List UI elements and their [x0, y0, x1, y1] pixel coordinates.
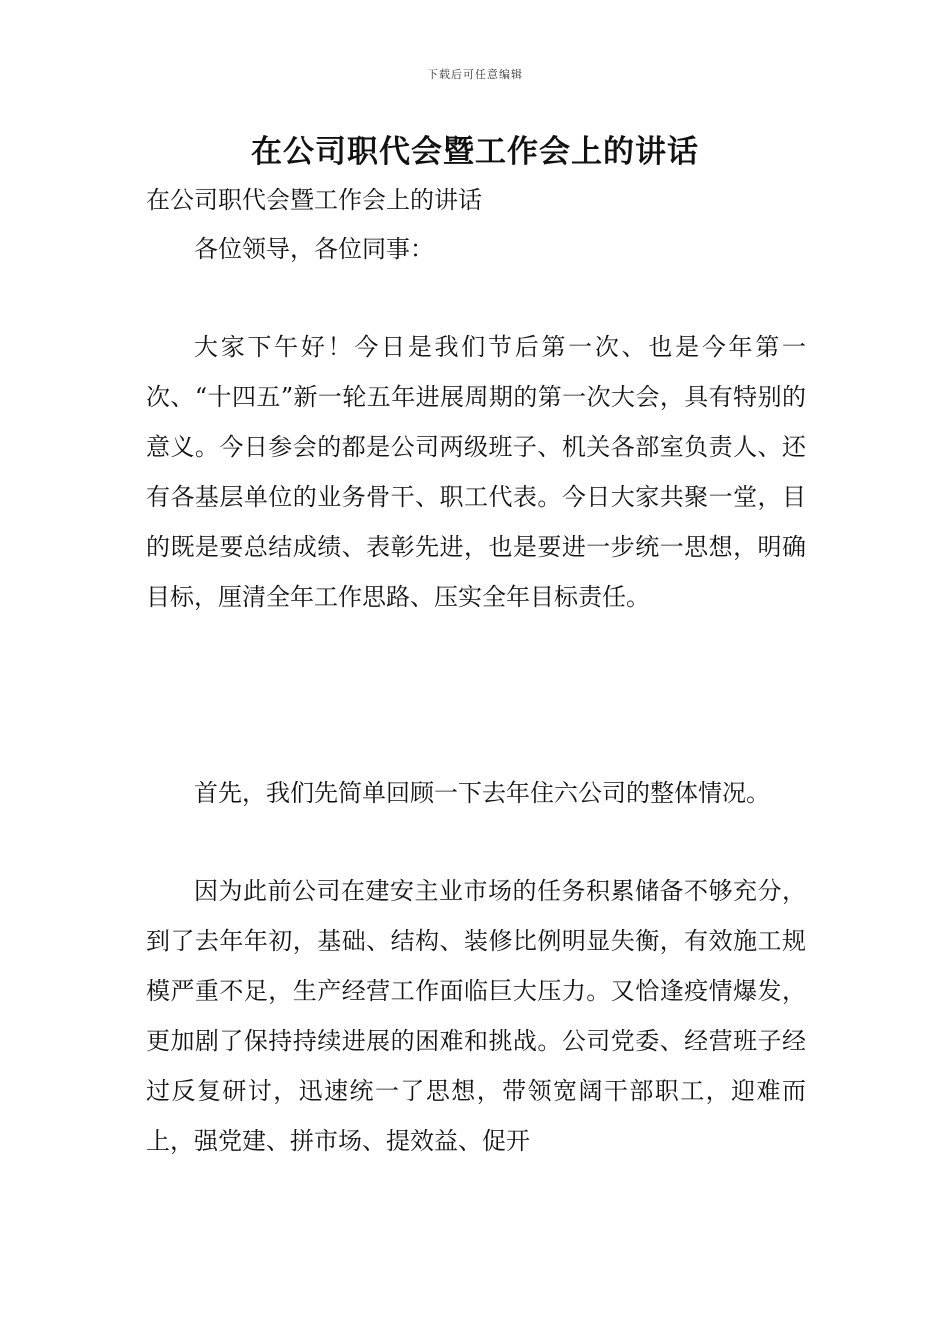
document-title: 在公司职代会暨工作会上的讲话	[251, 134, 699, 170]
paragraph-greeting: 大家下午好！今日是我们节后第一次、也是今年第一次、“十四五”新一轮五年进展周期的第一次大会，具有特别的意义。今日参会的都是公司两级班子、机关各部室负责人、还有各基层单位的业务骨干、职工代表。今日大家共聚一堂，目的既是要总结成绩、表彰先进，也是要进一步统一思想，明确目标，厘清全年工作思路、压实全年目标责任。	[146, 333, 806, 611]
paragraph-review-detail: 因为此前公司在建安主业市场的任务积累储备不够充分，到了去年年初，基础、结构、装修比例明显失衡，有效施工规模严重不足，生产经营工作面临巨大压力。又恰逢疫情爆发，更加剧了保持持续进展的困难和挑战。公司党委、经营班子经过反复研讨，迅速统一了思想，带领宽阔干部职工，迎难而上，强党建、拼市场、提效益、促开	[146, 877, 806, 1155]
document-body	[146, 180, 806, 1166]
salutation: 各位领导，各位同事：	[194, 235, 434, 263]
document-subtitle: 在公司职代会暨工作会上的讲话	[146, 186, 482, 214]
header-note: 下载后可任意编辑	[427, 68, 523, 81]
paragraph-review-intro: 首先，我们先简单回顾一下去年住六公司的整体情况。	[194, 779, 770, 807]
